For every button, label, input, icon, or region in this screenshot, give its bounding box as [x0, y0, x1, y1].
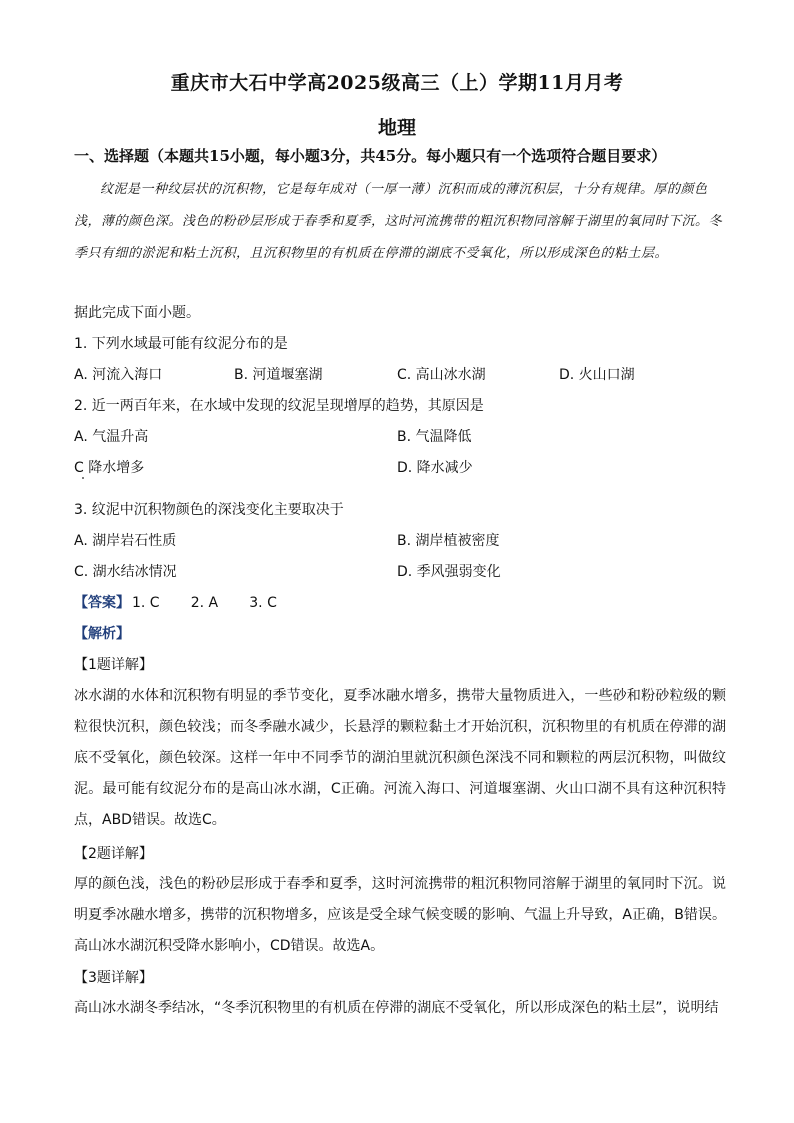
answer-text: 1. C 2. A 3. C — [132, 595, 277, 611]
section-heading: 一、选择题（本题共15小题，每小题3分，共45分。每小题只有一个选项符合题目要求） — [74, 147, 667, 165]
question-3-stem: 3. 纹泥中沉积物颜色的深浅变化主要取决于 — [74, 502, 344, 518]
q3-option-b: B. 湖岸植被密度 — [397, 533, 500, 549]
detail-1-heading: 【1题详解】 — [74, 657, 153, 673]
detail-1-body — [74, 681, 726, 836]
detail-2-heading: 【2题详解】 — [74, 846, 153, 862]
passage-text: 纹泥是一种纹层状的沉积物，它是每年成对（一厚一薄）沉积而成的薄沉积层，十分有规律。厚的颜色浅，薄的颜色深。浅色的粉砂层形成于春季和夏季，这时河流携带的粗沉积物同溶解于湖里的氧同时下沉。冬季只有细的淤泥和粘土沉积，且沉积物里的有机质在停滞的湖底不受氧化，所以形成深色的粘土层。 — [74, 182, 723, 261]
detail-3-text: 高山冰水湖冬季结冰，“冬季沉积物里的有机质在停滞的湖底不受氧化，所以形成深色的粘土层”，说明结 — [74, 1000, 719, 1016]
detail-1-text: 冰水湖的水体和沉积物有明显的季节变化，夏季冰融水增多，携带大量物质进入，一些砂和粉砂粒级的颗粒很快沉积，颜色较浅；而冬季融水减少，长悬浮的颗粒黏土才开始沉积，沉积物里的有机质在停滞的湖底不受氧化，颜色较深。这样一年中不同季节的湖泊里就沉积颜色深浅不同和颗粒的两层沉积物，叫做纹泥。最可能有纹泥分布的是高山冰水湖，C正确。河流入海口、河道堰塞湖、火山口湖不具有这种沉积特点，ABD错误。故选C。 — [74, 688, 726, 828]
analysis-label: 【解析】 — [74, 626, 130, 642]
subject-title: 地理 — [377, 117, 416, 139]
q1-option-c: C. 高山冰水湖 — [397, 367, 486, 383]
instruction-text: 据此完成下面小题。 — [74, 305, 200, 321]
q2-option-a: A. 气温升高 — [74, 429, 149, 445]
q2-option-c: C 降水增多 — [74, 460, 145, 476]
detail-3-heading: 【3题详解】 — [74, 970, 153, 986]
q1-option-d: D. 火山口湖 — [559, 367, 635, 383]
analysis-line — [74, 623, 130, 643]
q1-option-b: B. 河道堰塞湖 — [234, 367, 323, 383]
reading-passage — [74, 174, 726, 270]
q3-option-a: A. 湖岸岩石性质 — [74, 533, 177, 549]
question-1-stem: 1. 下列水域最可能有纹泥分布的是 — [74, 336, 288, 352]
answer-line — [74, 592, 277, 612]
detail-2-text: 厚的颜色浅，浅色的粉砂层形成于春季和夏季，这时河流携带的粗沉积物同溶解于湖里的氧同时下沉。说明夏季冰融水增多，携带的沉积物增多，应该是受全球气候变暖的影响、气温上升导致，A正确，B错误。高山冰水湖沉积受降水影响小，CD错误。故选A。 — [74, 876, 726, 954]
q3-option-d: D. 季风强弱变化 — [397, 564, 501, 580]
q3-option-c: C. 湖水结冰情况 — [74, 564, 177, 580]
stray-mark — [82, 477, 84, 479]
page-title: 重庆市大石中学高2025级高三（上）学期11月月考 — [170, 72, 624, 94]
detail-2-body — [74, 869, 726, 962]
detail-3-body — [74, 993, 726, 1024]
q1-option-a: A. 河流入海口 — [74, 367, 163, 383]
answer-label: 【答案】 — [74, 595, 130, 611]
q2-option-b: B. 气温降低 — [397, 429, 472, 445]
question-2-stem: 2. 近一两百年来，在水域中发现的纹泥呈现增厚的趋势，其原因是 — [74, 398, 484, 414]
q2-option-d: D. 降水减少 — [397, 460, 473, 476]
